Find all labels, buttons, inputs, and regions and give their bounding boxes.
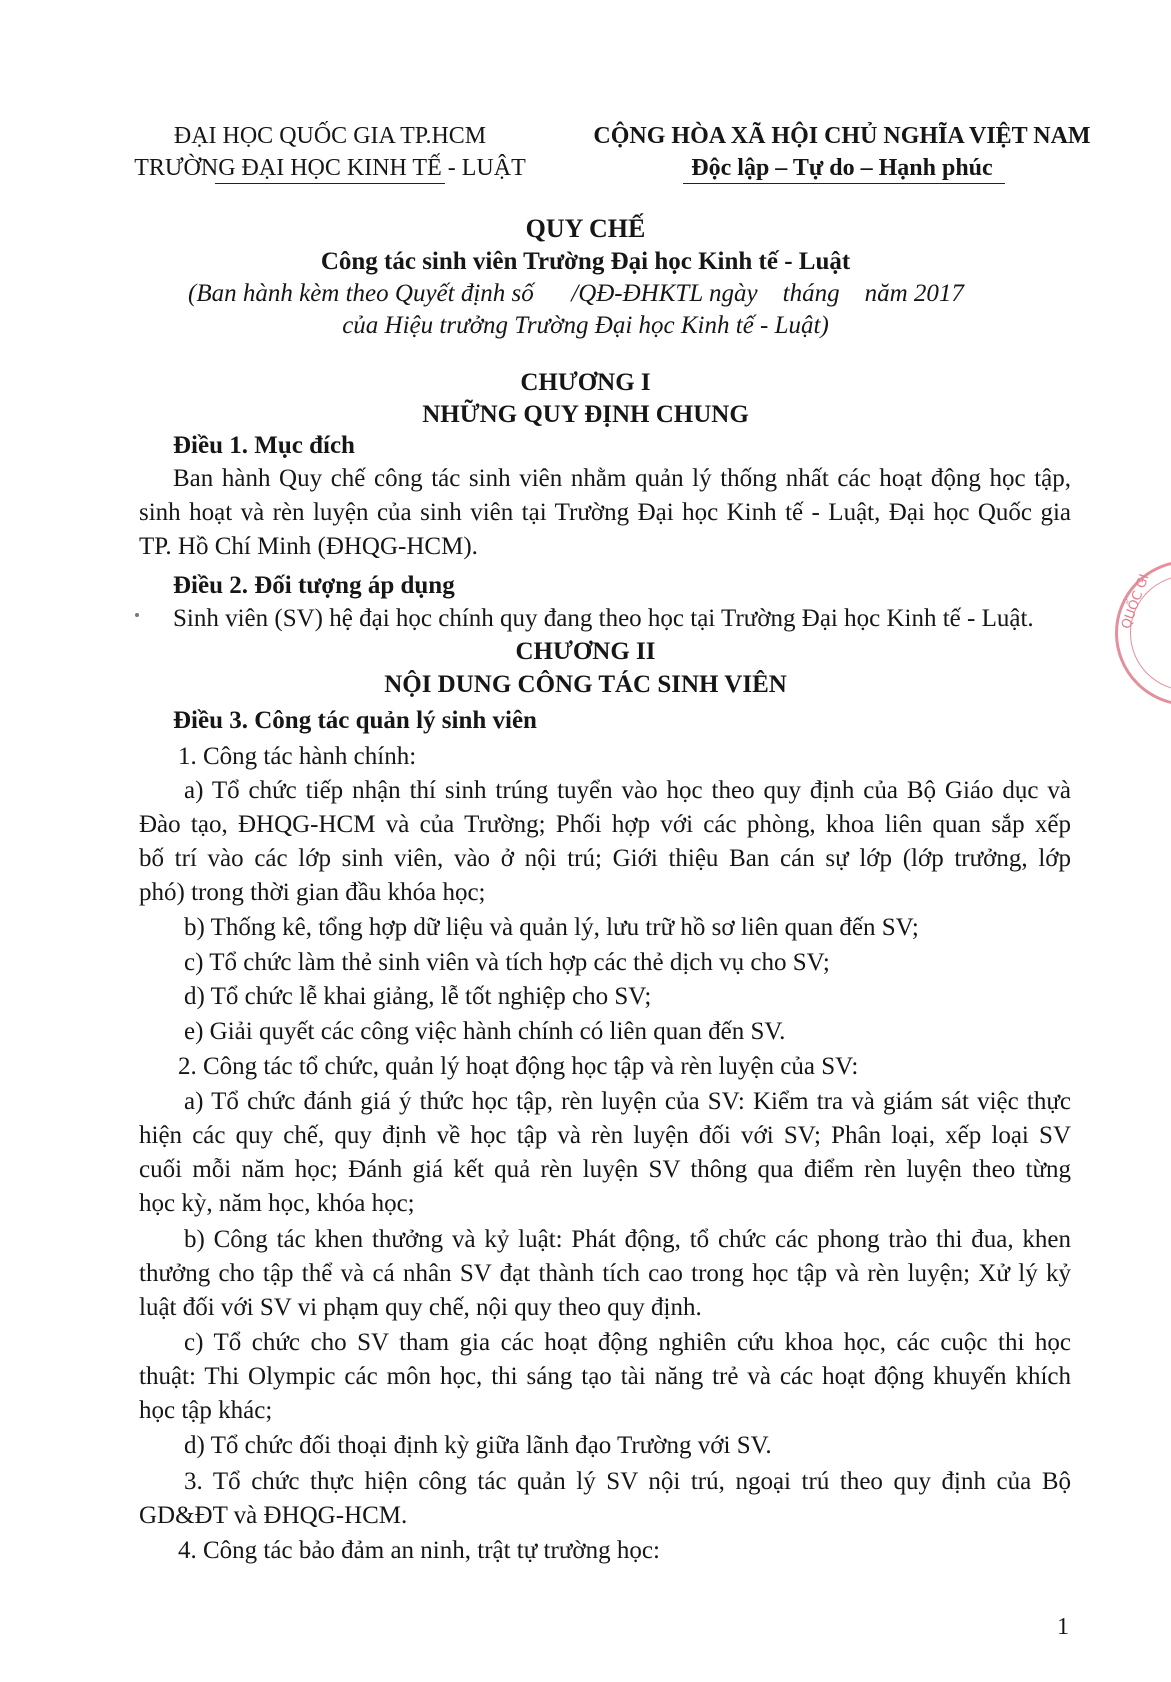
article-2-title: Điều 2. Đối tượng áp dụng	[173, 572, 455, 599]
item-1: 1. Công tác hành chính:	[178, 743, 417, 770]
chapter-2-name: NỘI DUNG CÔNG TÁC SINH VIÊN	[384, 671, 787, 698]
item-2: 2. Công tác tổ chức, quản lý hoạt động học tập và rèn luyện của SV:	[178, 1053, 859, 1080]
item-2a-line: cuối mỗi năm học; Đánh giá kết quả rèn luyện SV thông qua điểm rèn luyện theo từng	[139, 1156, 1071, 1183]
article-1-title: Điều 1. Mục đích	[173, 432, 355, 459]
item-1a-line: bố trí vào các lớp sinh viên, vào ở nội trú; Giới thiệu Ban cán sự lớp (lớp trưởng, lớp	[139, 845, 1071, 872]
article-1-line: TP. Hồ Chí Minh (ĐHQG-HCM).	[139, 533, 478, 560]
item-1a-line: Đào tạo, ĐHQG-HCM và của Trường; Phối hợp với các phòng, khoa liên quan sắp xếp	[139, 811, 1071, 838]
national-motto: Độc lập – Tự do – Hạnh phúc	[691, 155, 993, 181]
page-number: 1	[1057, 1614, 1069, 1640]
article-2-line: Sinh viên (SV) hệ đại học chính quy đang theo học tại Trường Đại học Kinh tế - Luật.	[173, 605, 1034, 632]
article-1-line: sinh hoạt và rèn luyện của sinh viên tại Trường Đại học Kinh tế - Luật, Đại học Quốc gia	[139, 499, 1071, 526]
item-2a-line: học kỳ, năm học, khóa học;	[139, 1190, 415, 1217]
item-4: 4. Công tác bảo đảm an ninh, trật tự trường học:	[178, 1537, 660, 1564]
item-2a-line: a) Tổ chức đánh giá ý thức học tập, rèn luyện của SV: Kiểm tra và giám sát việc thực	[184, 1088, 1071, 1115]
item-3-line: GD&ĐT và ĐHQG-HCM.	[139, 1502, 408, 1529]
item-2b-line: luật đối với SV vi phạm quy chế, nội quy theo quy định.	[139, 1294, 702, 1321]
scan-speck	[135, 613, 139, 617]
item-2c-line: thuật: Thi Olympic các môn học, thi sáng tạo tài năng trẻ và các hoạt động khuyến khích	[139, 1363, 1071, 1390]
item-1a-line: phó) trong thời gian đầu khóa học;	[139, 879, 486, 906]
chapter-1-name: NHỮNG QUY ĐỊNH CHUNG	[422, 401, 749, 428]
seal-text: QUỐC GI	[1118, 572, 1153, 632]
issuance-note-line2: của Hiệu trưởng Trường Đại học Kinh tế - Luật)	[342, 312, 829, 339]
item-3-line: 3. Tổ chức thực hiện công tác quản lý SV nội trú, ngoại trú theo quy định của Bộ	[184, 1468, 1071, 1495]
item-2d: d) Tổ chức đối thoại định kỳ giữa lãnh đạo Trường với SV.	[184, 1432, 772, 1459]
item-1b: b) Thống kê, tổng hợp dữ liệu và quản lý, lưu trữ hồ sơ liên quan đến SV;	[184, 914, 919, 941]
national-title: CỘNG HÒA XÃ HỘI CHỦ NGHĨA VIỆT NAM	[593, 123, 1091, 149]
document-subtitle: Công tác sinh viên Trường Đại học Kinh tế - Luật	[320, 248, 851, 275]
item-2c-line: học tập khác;	[139, 1397, 273, 1424]
school-name: TRƯỜNG ĐẠI HỌC KINH TẾ - LUẬT	[134, 155, 526, 181]
article-3-title: Điều 3. Công tác quản lý sinh viên	[173, 707, 537, 734]
chapter-1-number: CHƯƠNG I	[520, 369, 651, 396]
issuance-note-line1: (Ban hành kèm theo Quyết định số /QĐ-ĐHKTL ngày tháng năm 2017	[188, 280, 964, 307]
item-2c-line: c) Tổ chức cho SV tham gia các hoạt động nghiên cứu khoa học, các cuộc thi học	[184, 1329, 1071, 1356]
item-1a-line: a) Tổ chức tiếp nhận thí sinh trúng tuyển vào học theo quy định của Bộ Giáo dục và	[184, 777, 1071, 804]
item-2a-line: hiện các quy chế, quy định về học tập và rèn luyện đối với SV; Phân loại, xếp loại SV	[139, 1122, 1071, 1149]
item-1c: c) Tổ chức làm thẻ sinh viên và tích hợp các thẻ dịch vụ cho SV;	[184, 949, 830, 976]
university-name: ĐẠI HỌC QUỐC GIA TP.HCM	[173, 123, 487, 149]
school-name-underline	[215, 183, 445, 184]
motto-underline	[683, 183, 1005, 184]
item-1d: d) Tổ chức lễ khai giảng, lễ tốt nghiệp cho SV;	[184, 983, 652, 1010]
chapter-2-number: CHƯƠNG II	[515, 638, 656, 665]
item-2b-line: b) Công tác khen thưởng và kỷ luật: Phát động, tổ chức các phong trào thi đua, khen	[184, 1226, 1071, 1253]
document-title: QUY CHẾ	[525, 214, 646, 243]
item-2b-line: thưởng cho tập thể và cá nhân SV đạt thành tích cao trong học tập và rèn luyện; Xử lý kỷ	[139, 1260, 1071, 1287]
article-1-line: Ban hành Quy chế công tác sinh viên nhằm quản lý thống nhất các hoạt động học tập,	[173, 465, 1071, 492]
item-1e: e) Giải quyết các công việc hành chính có liên quan đến SV.	[184, 1018, 786, 1045]
